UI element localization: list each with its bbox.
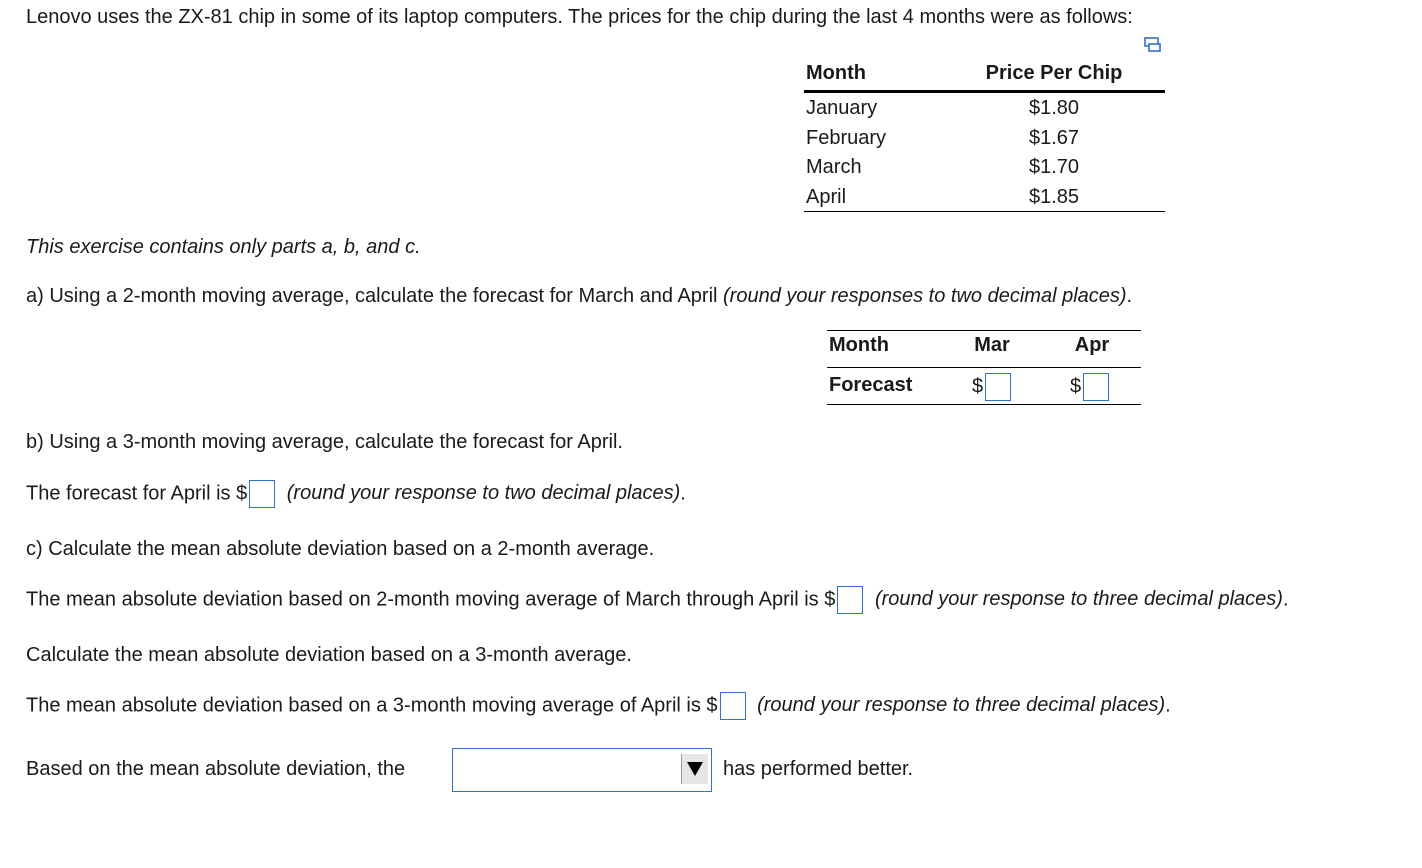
part-b-hint: (round your response to two decimal places) [286,482,681,505]
part-b-question: b) Using a 3-month moving average, calculate the forecast for April. [26,431,623,453]
conclusion-suffix: has performed better. [723,758,914,780]
price-cell: $1.80 [1028,97,1080,119]
month-cell: March [806,156,862,178]
month-cell: January [806,97,878,119]
mad3-input[interactable] [720,692,746,720]
header-month: Month [806,62,866,84]
month-cell: February [806,126,887,149]
table-row [804,152,1165,182]
col-mar: Mar [974,334,1010,356]
price-cell: $1.67 [1028,126,1080,149]
apr-forecast-input[interactable] [1083,373,1109,401]
table-row [804,123,1165,153]
april-3mo-forecast-input[interactable] [249,480,275,508]
price-cell: $1.70 [1028,156,1080,178]
col-apr: Apr [1074,334,1110,356]
mad2-line [26,586,1289,614]
method-select-dropdown[interactable] [452,748,712,792]
mad3-prefix: The mean absolute deviation based on a 3-month moving average of April is $ [26,694,718,717]
part-a-hint: (round your responses to two decimal places) [723,285,1127,307]
month-cell: April [806,185,847,208]
header-price: Price Per Chip [985,62,1123,84]
forecast-label: Forecast [829,374,913,396]
price-cell: $1.85 [1028,185,1080,208]
part-a-question [26,285,1132,308]
mar-forecast-cell [972,373,1011,401]
price-table [804,58,1165,212]
mad3-hint: (round your response to three decimal places) [757,694,1166,717]
calc3-text: Calculate the mean absolute deviation based on a 3-month average. [26,644,632,666]
mad2-hint: (round your response to three decimal places) [874,588,1283,611]
conclusion-prefix: Based on the mean absolute deviation, the [26,758,406,780]
part-a-text: a) Using a 2-month moving average, calculate the forecast for March and April [26,285,724,307]
table-row [804,93,1165,123]
forecast-month-label: Month [829,334,889,356]
mad2-prefix: The mean absolute deviation based on 2-month moving average of March through April is $ [26,588,836,611]
part-b-prefix: The forecast for April is $ [26,482,248,505]
part-a-end: . [1126,285,1133,307]
part-b-end: . [680,482,686,505]
apr-forecast-cell [1070,373,1109,401]
part-c-question: c) Calculate the mean absolute deviation based on a 2-month average. [26,538,655,560]
part-b-answer-line [26,480,686,508]
copy-icon[interactable] [1143,35,1163,55]
forecast-header-row [827,331,1141,368]
mad3-end: . [1165,694,1171,717]
mad3-line [26,692,1171,720]
currency-symbol: $ [972,375,984,398]
forecast-table [827,330,1141,405]
table-row [804,182,1165,213]
mad2-end: . [1282,588,1289,611]
currency-symbol: $ [1070,375,1082,398]
mad2-input[interactable] [837,586,863,614]
dropdown-arrow-icon[interactable] [681,754,708,784]
mar-forecast-input[interactable] [985,373,1011,401]
intro-text: Lenovo uses the ZX-81 chip in some of its laptop computers. The prices for the chip during the last 4 months were as follows: [26,6,1133,28]
price-table-header [804,58,1165,93]
forecast-values-row [827,368,1141,404]
exercise-note: This exercise contains only parts a, b, and c. [26,236,421,258]
